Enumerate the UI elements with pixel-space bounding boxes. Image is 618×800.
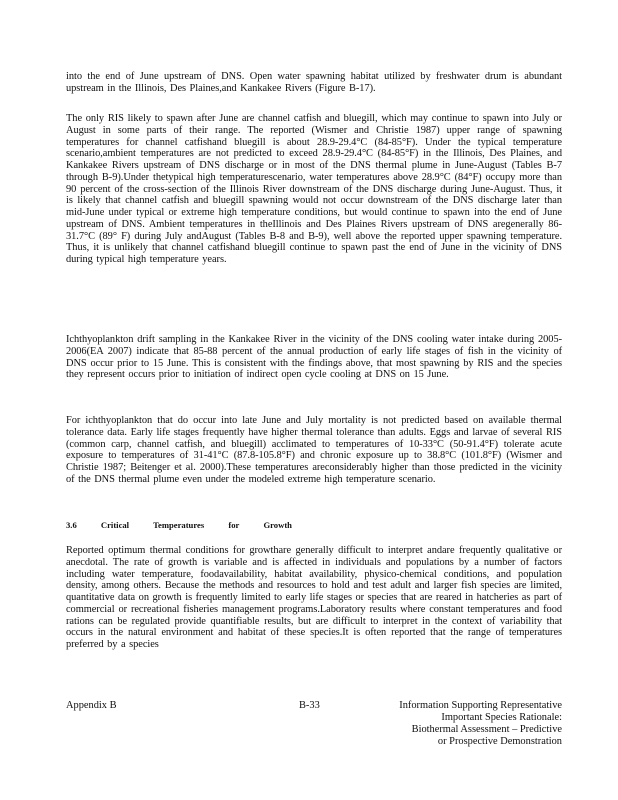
footer-document-title	[370, 700, 562, 748]
footer-title-line: Important Species Rationale:	[441, 712, 562, 723]
footer-title-line: or Prospective Demonstration	[437, 736, 562, 747]
heading-word: for	[228, 520, 240, 530]
heading-word: Growth	[263, 520, 292, 530]
section-heading	[66, 520, 314, 530]
footer-title-line: Biothermal Assessment – Predictive	[411, 724, 562, 735]
footer-title-line: Information Supporting Representative	[399, 700, 562, 711]
paragraph-growth-conditions: Reported optimum thermal conditions for growthare generally difficult to interpret andare frequently qualitative or anecdotal. The rate of growth is variable and is affected in individuals and populations by a number of factors including water temperature, foodavailability, habitat availability, physico-chemical conditions, and population density, among others. Because the methods and resources to hold and test adult and larger fish species are limited, quantitative data on growth is frequently limited to early life stages or species that are reared in hatcheries as part of commercial or recreational fisheries management programs.Laboratory results where constant temperatures and food rations can be regulated provide quantifiable results, but are difficult to interpret in the context of variability that occurs in the natural environment and habitat of these species.It is often reported that the range of temperatures preferred by a species	[66, 545, 562, 650]
section-number: 3.6	[66, 520, 77, 530]
footer-page-number: B-33	[299, 700, 320, 711]
paragraph-catfish-bluegill-spawning: The only RIS likely to spawn after June are channel catfish and bluegill, which may continue to spawn into July or August in some parts of their range. The reported (Wismer and Christie 1987) upper range of spawning temperatures for channel catfishand bluegill is about 28.9-29.4°C (84-85°F). Under the typical temperature scenario,ambient temperatures are not predicted to exceed 28.9-29.4°C (84-85°F) in the Illinois, Des Plaines, and Kankakee Rivers upstream of DNS discharge or in most of the DNS thermal plume in June-August (Tables B-7 through B-9).Under thetypical high temperaturescenario, water temperatures above 28.9°C (84°F) occupy more than 90 percent of the cross-section of the Illinois River downstream of the DNS discharge during June-August. Thus, it is likely that channel catfish and bluegill spawning would not occur downstream of the DNS discharge later than mid-June under typical or extreme high temperature conditions, but would continue to spawn into the end of June upstream of DNS. Ambient temperatures in theIllinois and Des Plaines Rivers upstream of DNS aregenerally 86-31.7°C (89° F) during July andAugust (Tables B-8 and B-9), well above the reported upper spawning temperature. Thus, it is unlikely that channel catfishand bluegill continue to spawn past the end of June in the vicinity of DNS during typical high temperature years.	[66, 113, 562, 265]
paragraph-freshwater-drum: into the end of June upstream of DNS. Open water spawning habitat utilized by freshwater drum is abundant upstream in the Illinois, Des Plaines,and Kankakee Rivers (Figure B-17).	[66, 71, 562, 94]
footer-appendix: Appendix B	[66, 700, 117, 711]
heading-word: Temperatures	[153, 520, 205, 530]
paragraph-ichthyoplankton-mortality: For ichthyoplankton that do occur into late June and July mortality is not predicted based on available thermal tolerance data. Early life stages frequently have higher thermal tolerance than adults. Eggs and larvae of several RIS (common carp, channel catfish, and bluegill) acclimated to temperatures of 10-33°C (50-91.4°F) tolerate acute exposure to temperatures of 31-41°C (87.8-105.8°F) and chronic exposure up to 38.8°C (101.8°F) (Wismer and Christie 1987; Beitenger et al. 2000).These temperatures areconsiderably higher than those predicted in the vicinity of the DNS thermal plume even under the modeled extreme high temperature scenario.	[66, 415, 562, 485]
heading-word: Critical	[100, 520, 130, 530]
paragraph-ichthyoplankton-drift: Ichthyoplankton drift sampling in the Kankakee River in the vicinity of the DNS cooling water intake during 2005-2006(EA 2007) indicate that 85-88 percent of the annual production of early life stages of fish in the vicinity of DNS occur prior to 15 June. This is consistent with the findings above, that most spawning by RIS and the species they represent occurs prior to initiation of indirect open cycle cooling at DNS on 15 June.	[66, 334, 562, 381]
